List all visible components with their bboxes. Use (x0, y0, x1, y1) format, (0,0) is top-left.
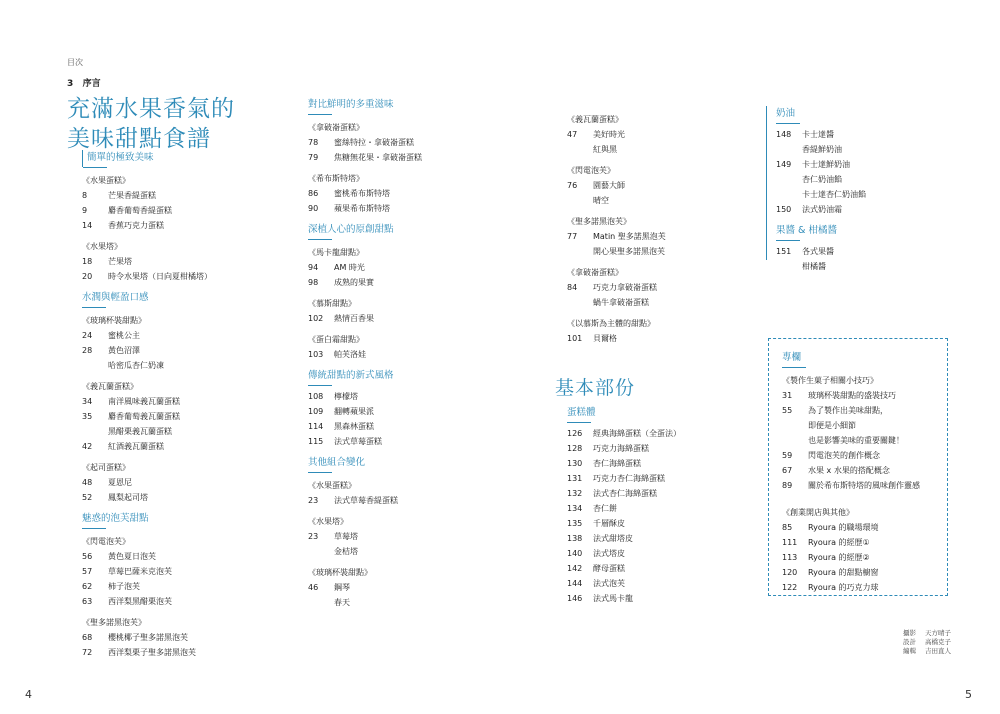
category-heading: 《馬卡龍甜點》 (308, 248, 364, 257)
entry-page-number: 149 (776, 160, 792, 169)
book-title-line2: 美味甜點食譜 (67, 126, 211, 152)
entry-title: 玻璃杯裝甜點的盛裝技巧 (808, 391, 896, 400)
credits (903, 629, 951, 656)
category-heading: 《起司蛋糕》 (82, 463, 130, 472)
entry-title: 法式奶油霜 (802, 205, 842, 214)
entry-title: 熱情百香果 (334, 314, 374, 323)
toc-entry (308, 347, 508, 362)
entry-page-number: 113 (782, 553, 798, 562)
toc-entry (82, 439, 282, 454)
entry-title: 金桔塔 (334, 547, 358, 556)
entry-title: 時令水果塔（日向夏柑橘塔） (108, 272, 212, 281)
entry-page-number: 111 (782, 538, 798, 547)
entry-page-number: 89 (782, 481, 793, 490)
toc-entry (82, 409, 282, 424)
toc-entry (308, 404, 508, 419)
toc-entry (567, 426, 757, 441)
entry-page-number: 67 (782, 466, 793, 475)
entry-page-number: 85 (782, 523, 793, 532)
entry-title: 卡士達醬 (802, 130, 834, 139)
toc-entry (567, 127, 757, 142)
entry-title: 杏仁海綿蛋糕 (593, 459, 641, 468)
entry-title: 芒果香緹蛋糕 (108, 191, 156, 200)
entry-title: 杏仁餅 (593, 504, 617, 513)
entry-title: Ryoura 的巧克力球 (808, 583, 879, 592)
toc-entry (82, 394, 282, 409)
toc-entry (567, 516, 757, 531)
entry-title: 柑橘醬 (802, 262, 826, 271)
entry-page-number: 18 (82, 257, 93, 266)
toc-entry (308, 529, 508, 544)
toc-entry (308, 493, 508, 508)
toc-entry (782, 565, 942, 580)
toc-column-1 (82, 150, 282, 660)
category-heading: 《閃電泡芙》 (82, 537, 130, 546)
entry-title: 櫻桃椰子聖多諾黑泡芙 (108, 633, 188, 642)
entry-page-number: 34 (82, 397, 93, 406)
entry-title: 帕芙洛娃 (334, 350, 366, 359)
toc-entry (782, 520, 942, 535)
entry-page-number: 142 (567, 564, 583, 573)
toc-entry (82, 549, 282, 564)
entry-title: 卡士達鮮奶油 (802, 160, 850, 169)
toc-entry (567, 546, 757, 561)
category-heading: 《希布斯特塔》 (308, 174, 364, 183)
entry-page-number: 24 (82, 331, 93, 340)
toc-entry (782, 535, 942, 550)
entry-page-number: 42 (82, 442, 93, 451)
toc-entry (82, 564, 282, 579)
toc-entry (567, 471, 757, 486)
credit-role: 編輯 (903, 647, 916, 655)
section-heading: 傳統甜點的新式風格 (308, 368, 508, 385)
toc-entry (308, 260, 508, 275)
entry-page-number: 130 (567, 459, 583, 468)
entry-page-number: 8 (82, 191, 88, 200)
toc-column-3-top (567, 106, 757, 346)
entry-title: 西洋梨栗子聖多諾黑泡芙 (108, 648, 196, 657)
entry-title: 黃色夏日泡芙 (108, 552, 156, 561)
entry-title: 夏恩尼 (108, 478, 132, 487)
toc-entry (82, 579, 282, 594)
entry-page-number: 144 (567, 579, 583, 588)
section-heading: 對比鮮明的多重滋味 (308, 97, 508, 114)
toc-entry (567, 591, 757, 606)
credit-line (903, 629, 951, 638)
entry-title: 法式馬卡龍 (593, 594, 633, 603)
preface-page-number: 3 (67, 79, 74, 89)
credit-line (903, 638, 951, 647)
category-heading: 《拿破崙蛋糕》 (308, 123, 364, 132)
entry-title: 蜜桃希布斯特塔 (334, 189, 390, 198)
entry-title: 哈密瓜杏仁奶凍 (108, 361, 164, 370)
entry-page-number: 151 (776, 247, 792, 256)
toc-entry (782, 388, 942, 403)
toc-entry (567, 501, 757, 516)
entry-page-number: 90 (308, 204, 319, 213)
toc-entry (782, 418, 942, 433)
toc-entry (82, 269, 282, 284)
entry-page-number: 120 (782, 568, 798, 577)
category-heading: 《義瓦蘭蛋糕》 (82, 382, 138, 391)
toc-entry (567, 456, 757, 471)
toc-entry (782, 550, 942, 565)
toc-entry (308, 275, 508, 290)
section-heading: 魅惑的泡芙甜點 (82, 511, 282, 528)
toc-entry (82, 424, 282, 439)
entry-title: 香蕉巧克力蛋糕 (108, 221, 164, 230)
entry-page-number: 140 (567, 549, 583, 558)
entry-title: 法式甜塔皮 (593, 534, 633, 543)
category-heading: 《水果蛋糕》 (308, 481, 356, 490)
entry-title: 法式草莓香緹蛋糕 (334, 496, 398, 505)
entry-page-number: 59 (782, 451, 793, 460)
entry-page-number: 86 (308, 189, 319, 198)
toc-entry (776, 187, 946, 202)
entry-title: 草莓塔 (334, 532, 358, 541)
entry-title: 酵母蛋糕 (593, 564, 625, 573)
toc-column-4-box (782, 350, 942, 595)
toc-entry (567, 178, 757, 193)
toc-entry (782, 580, 942, 595)
entry-title: 紅酒義瓦蘭蛋糕 (108, 442, 164, 451)
entry-title: Ryoura 的甜點櫥窗 (808, 568, 879, 577)
category-heading: 《製作生菓子相關小技巧》 (782, 376, 878, 385)
entry-page-number: 77 (567, 232, 578, 241)
entry-title: Ryoura 的經歷② (808, 553, 870, 562)
entry-title: 貝爾格 (593, 334, 617, 343)
entry-title: 紅與黑 (593, 145, 617, 154)
entry-title: 黑醋栗義瓦蘭蛋糕 (108, 427, 172, 436)
entry-title: 翻轉蘋果派 (334, 407, 374, 416)
credit-role: 設計 (903, 638, 916, 646)
toc-entry (308, 595, 508, 610)
entry-title: 草莓巴薩米克泡芙 (108, 567, 172, 576)
credit-name: 高橋克子 (925, 638, 951, 646)
entry-page-number: 132 (567, 489, 583, 498)
toc-entry (82, 203, 282, 218)
entry-page-number: 146 (567, 594, 583, 603)
entry-page-number: 126 (567, 429, 583, 438)
entry-page-number: 114 (308, 422, 324, 431)
toc-entry (567, 531, 757, 546)
section-heading: 蛋糕體 (567, 405, 757, 422)
entry-title: 各式果醬 (802, 247, 834, 256)
toc-entry (308, 580, 508, 595)
entry-title: 柿子泡芙 (108, 582, 140, 591)
preface-entry (67, 76, 101, 89)
toc-entry (776, 157, 946, 172)
entry-page-number: 52 (82, 493, 93, 502)
entry-title: 春天 (334, 598, 350, 607)
entry-title: 芒果塔 (108, 257, 132, 266)
category-heading: 《閃電泡芙》 (567, 166, 615, 175)
toc-entry (567, 331, 757, 346)
entry-title: 香緹鮮奶油 (802, 145, 842, 154)
toc-entry (776, 202, 946, 217)
entry-title: Ryoura 的經歷① (808, 538, 870, 547)
category-heading: 《玻璃杯裝甜點》 (308, 568, 372, 577)
entry-page-number: 135 (567, 519, 583, 528)
book-title (67, 94, 235, 154)
toc-entry (82, 475, 282, 490)
section-heading: 果醬 & 柑橘醬 (776, 223, 946, 240)
entry-page-number: 131 (567, 474, 583, 483)
section-heading: 其他組合變化 (308, 455, 508, 472)
category-heading: 《聖多諾黑泡芙》 (567, 217, 631, 226)
toc-entry (308, 419, 508, 434)
toc-entry (308, 389, 508, 404)
entry-title: 南洋風味義瓦蘭蛋糕 (108, 397, 180, 406)
category-heading: 《水果蛋糕》 (82, 176, 130, 185)
section-heading: 水潤與輕盈口感 (82, 290, 282, 307)
entry-title: 麝香葡萄義瓦蘭蛋糕 (108, 412, 180, 421)
entry-title: 經典海綿蛋糕（全蛋法） (593, 429, 681, 438)
entry-page-number: 101 (567, 334, 583, 343)
category-heading: 《創業開店與其他》 (782, 508, 854, 517)
entry-title: 卡士達杏仁奶油餡 (802, 190, 866, 199)
preface-label: 序言 (82, 79, 101, 89)
entry-page-number: 150 (776, 205, 792, 214)
category-heading: 《以慕斯為主體的甜點》 (567, 319, 655, 328)
credit-name: 吉田直人 (925, 647, 951, 655)
book-title-line1: 充滿水果香氣的 (67, 96, 235, 122)
section-heading: 簡單的極致美味 (82, 150, 282, 167)
right-page-number: 5 (965, 688, 972, 701)
toc-entry (82, 343, 282, 358)
toc-entry (82, 645, 282, 660)
section-heading: 奶油 (776, 106, 946, 123)
entry-title: 巧克力海綿蛋糕 (593, 444, 649, 453)
credit-line (903, 647, 951, 656)
toc-entry (567, 561, 757, 576)
entry-page-number: 122 (782, 583, 798, 592)
toc-entry (567, 441, 757, 456)
toc-column-2 (308, 97, 508, 610)
entry-page-number: 56 (82, 552, 93, 561)
toc-entry (567, 486, 757, 501)
entry-title: 晴空 (593, 196, 609, 205)
entry-title: 蝸牛拿破崙蛋糕 (593, 298, 649, 307)
toc-header: 目次 (67, 58, 83, 67)
entry-page-number: 23 (308, 532, 319, 541)
entry-page-number: 78 (308, 138, 319, 147)
entry-page-number: 128 (567, 444, 583, 453)
toc-column-4-top (776, 106, 946, 274)
entry-title: 黃色沼澤 (108, 346, 140, 355)
entry-page-number: 79 (308, 153, 319, 162)
toc-entry (776, 127, 946, 142)
entry-page-number: 9 (82, 206, 88, 215)
entry-page-number: 48 (82, 478, 93, 487)
toc-entry (567, 193, 757, 208)
entry-page-number: 68 (82, 633, 93, 642)
toc-entry (308, 311, 508, 326)
entry-page-number: 103 (308, 350, 324, 359)
entry-page-number: 108 (308, 392, 324, 401)
entry-page-number: 138 (567, 534, 583, 543)
toc-entry (567, 142, 757, 157)
toc-entry (782, 463, 942, 478)
entry-title: 鳳梨起司塔 (108, 493, 148, 502)
entry-page-number: 20 (82, 272, 93, 281)
credit-name: 天方晴子 (925, 629, 951, 637)
toc-entry (82, 358, 282, 373)
entry-title: 閃電泡芙的創作概念 (808, 451, 880, 460)
toc-entry (567, 576, 757, 591)
entry-title: 也是影響美味的重要關鍵！ (808, 436, 904, 445)
entry-title: 法式草莓蛋糕 (334, 437, 382, 446)
toc-entry (782, 478, 942, 493)
entry-page-number: 46 (308, 583, 319, 592)
entry-page-number: 55 (782, 406, 793, 415)
entry-title: 成熟的果實 (334, 278, 374, 287)
entry-title: 法式塔皮 (593, 549, 625, 558)
toc-column-3-base (567, 405, 757, 606)
entry-page-number: 23 (308, 496, 319, 505)
entry-title: 美好時光 (593, 130, 625, 139)
entry-page-number: 28 (82, 346, 93, 355)
entry-title: 千層酥皮 (593, 519, 625, 528)
category-heading: 《慕斯甜點》 (308, 299, 356, 308)
toc-entry (776, 172, 946, 187)
toc-entry (567, 295, 757, 310)
left-page-number: 4 (25, 688, 32, 701)
toc-entry (308, 201, 508, 216)
toc-entry (308, 544, 508, 559)
category-heading: 《聖多諾黑泡芙》 (82, 618, 146, 627)
entry-page-number: 76 (567, 181, 578, 190)
entry-title: Ryoura 的職場環境 (808, 523, 879, 532)
entry-title: 法式杏仁海綿蛋糕 (593, 489, 657, 498)
entry-title: 杏仁奶油餡 (802, 175, 842, 184)
toc-entry (782, 433, 942, 448)
section-heading: 專欄 (782, 350, 942, 367)
toc-entry (82, 630, 282, 645)
toc-entry (567, 280, 757, 295)
toc-entry (82, 254, 282, 269)
entry-page-number: 102 (308, 314, 324, 323)
toc-entry (82, 490, 282, 505)
toc-entry (776, 259, 946, 274)
toc-entry (82, 594, 282, 609)
toc-entry (308, 186, 508, 201)
entry-page-number: 148 (776, 130, 792, 139)
entry-page-number: 57 (82, 567, 93, 576)
toc-entry (782, 403, 942, 418)
toc-entry (776, 244, 946, 259)
entry-title: 開心果聖多諾黑泡芙 (593, 247, 665, 256)
entry-title: 蜜桃公主 (108, 331, 140, 340)
entry-title: 關於希布斯特塔的風味創作靈感 (808, 481, 920, 490)
entry-page-number: 63 (82, 597, 93, 606)
toc-entry (82, 328, 282, 343)
toc-entry (82, 188, 282, 203)
toc-entry (776, 142, 946, 157)
entry-page-number: 72 (82, 648, 93, 657)
category-heading: 《水果塔》 (308, 517, 348, 526)
entry-title: 為了製作出美味甜點， (808, 406, 888, 415)
entry-title: Matin 聖多諾黑泡芙 (593, 232, 666, 241)
entry-title: 法式泡芙 (593, 579, 625, 588)
entry-title: 蜜絲特拉・拿破崙蛋糕 (334, 138, 414, 147)
divider-line (766, 106, 767, 260)
entry-title: 焦糖無花果・拿破崙蛋糕 (334, 153, 422, 162)
entry-title: 即便是小細節 (808, 421, 856, 430)
entry-title: 巧克力杏仁海綿蛋糕 (593, 474, 665, 483)
entry-title: 蘋果希布斯特塔 (334, 204, 390, 213)
entry-page-number: 94 (308, 263, 319, 272)
entry-title: 檸檬塔 (334, 392, 358, 401)
category-heading: 《蛋白霜甜點》 (308, 335, 364, 344)
toc-entry (782, 448, 942, 463)
entry-page-number: 62 (82, 582, 93, 591)
entry-page-number: 14 (82, 221, 93, 230)
toc-entry (567, 244, 757, 259)
toc-entry (308, 135, 508, 150)
category-heading: 《拿破崙蛋糕》 (567, 268, 623, 277)
spacer (782, 493, 942, 499)
entry-page-number: 98 (308, 278, 319, 287)
entry-page-number: 115 (308, 437, 324, 446)
section-heading: 深植人心的原創甜點 (308, 222, 508, 239)
entry-page-number: 134 (567, 504, 583, 513)
entry-title: 黑森林蛋糕 (334, 422, 374, 431)
entry-title: 麝香葡萄香緹蛋糕 (108, 206, 172, 215)
entry-title: AM 時光 (334, 263, 365, 272)
category-heading: 《義瓦蘭蛋糕》 (567, 115, 623, 124)
category-heading: 《玻璃杯裝甜點》 (82, 316, 146, 325)
entry-page-number: 31 (782, 391, 793, 400)
entry-title: 水果 x 水果的搭配概念 (808, 466, 890, 475)
entry-page-number: 47 (567, 130, 578, 139)
credit-role: 攝影 (903, 629, 916, 637)
toc-entry (308, 150, 508, 165)
toc-entry (308, 434, 508, 449)
entry-page-number: 84 (567, 283, 578, 292)
toc-entry (567, 229, 757, 244)
entry-title: 西洋梨黑醋栗泡芙 (108, 597, 172, 606)
toc-entry (82, 218, 282, 233)
base-section-title: 基本部份 (555, 377, 636, 399)
entry-title: 巧克力拿破崙蛋糕 (593, 283, 657, 292)
entry-page-number: 35 (82, 412, 93, 421)
entry-title: 園藝大師 (593, 181, 625, 190)
category-heading: 《水果塔》 (82, 242, 122, 251)
entry-page-number: 109 (308, 407, 324, 416)
entry-title: 鋼琴 (334, 583, 350, 592)
